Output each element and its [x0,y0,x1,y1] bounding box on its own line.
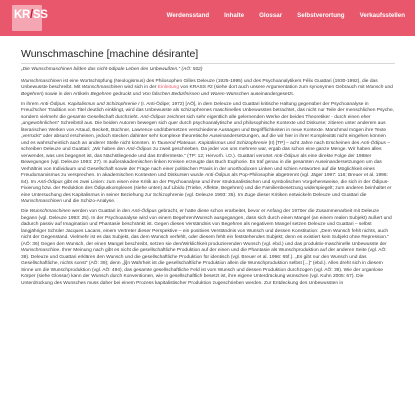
nav-item-verkaufsstellen[interactable]: Verkaufsstellen [359,12,405,19]
article-title: Wunschmaschine [machine désirante] [21,48,199,60]
nav-item-inhalte[interactable]: Inhalte [224,12,245,19]
logo-text: KR/SS [14,9,48,21]
nav-item-glossar[interactable]: Glossar [259,12,283,19]
title-divider [21,63,395,64]
paragraph-anti-oedipus: In ihrem Anti-Ödipus. Kapitalismus und Schizophrenie I (I. Anti-Ödipe; 1972) [AÖ], in dem Deleuze und Guattari kritische Haltung gegenüber der Psychoanalyse in Freud’scher Tradition von Titel deutlich einklingt, wird das Unbewusste als schizophrenes maschinelles Unbewusstes betrachtet, das nicht nur Teile der menschlichen Psyche, sondern vielmehr die gesamte Gesellschaft durchzieht. Anti-Ödipus zeichnet sich sehr eigentlich alle gelernenden Werke der beiden Theoretiker - durch einen eher „ungewöhnlichen“ Schreibstil aus. Die beiden Autoren bewegen sich quer durch psychoanalytische und philosophische Kontexte und Diskurse; zitieren unter anderem aus literarischen Werken von Artaud, Beckett, Büchner, Lawrence und/übersetzen verschiedene Aussagen und Begrifflichkeiten in neue Kontexte. Manchmal mögen ihre Texte „verrückt“ oder absurd erscheinen, jedoch stecken dahinter sehr komplexe theoretische Auseinandersetzungen, auf die wir hier in ihrer Komplexität nicht eingehen können und es wahrscheinlich auch an anderer Stelle nicht könnten. In Tausend Plateaus. Kapitalismus und Schizophrenie (II) [TP] – acht Jahre nach Erscheinen des Anti-Ödipus – schreiben Deleuze und Guattari: „Wir haben den Anti-Ödipus zu zweit geschrieben. Da jeder von uns mehrere war, ergab das schon eine ganze Menge. Wir haben alles verwendet, was uns begegnet ist, das Nächstliegende und das Entfernteste.“ (TP: 12; Hervorh. i.O.). Guattari verortet Anti-Ödipus als eine direkte Folge der 1968er Bewegungen (vgl. Deleuze 1993: 27). In außerakademischen linken Kreisen erzeugte das Buch Euphorie. Es traf genau in die gesamten Auseinandersetzungen um das Verhältnis von Individuum und Gesellschaft sowie der Frage nach einer politischen Praxis in der unorthodoxen Linken und schien Antworten auf die Möglichkeit eines Freudomarxismus zu versprechen. In akademischen Kontexten und Diskursen wurde Anti-Ödipus als Pop-Philosophie abgetrennt (vgl. Jäger 1997: 116; Breuer et al. 1996: 64). Im Anti-Ödipus gibt es zwei Linien: zum einen eine Kritik an der Psychoanalyse und ihrer strukturalistischen und symbolischen Vorgehensweise, die sich in der Ödipus-Fixierung bzw. der Reduktion des Ödipuskomplexes (siehe unten) auf Libido (Triebe, Affekte, Begehren) und die Familienbesetzung widerspiegelt; zum anderen beinhaltet er eine Untersuchung des Kapitalismus in seiner Beziehung zur Schizophrenie (vgl. Deleuze 1993: 35). Im Zuge dieser Kritiken entwickeln Deleuze und Guattari die Wunschmaschinen und die Schizo-Analyse. [21,101,394,205]
einleitung-link[interactable]: Einleitung [157,85,180,90]
top-navigation-bar [0,0,415,36]
article-content [21,48,395,291]
paragraph-intro: Wunschmaschinen ist eine Wortschöpfung (Neologismus) des Philosophen Gilles Deleuze (1925-1995) und des Psychoanalytikers Félix Guattari (1930-1992), die das Unbewusste beschreibt. Mit Wunschmaschinen wird sich in der Einleitung von KRASS #2 (siehe dort auch unsere Argumentation zum synonymen Gebrauch mit Wunsch und Begehren) sowie in den Artikeln Begehren gedruckt und Von falschen Bedürfnissen und Waren-Wünschen auseinandergesetzt. [21,78,393,97]
article-epigraph: „Die Wunschmaschinen bilden das nicht-ödipale Leben des Unbewußten.“ (AÖ: 502) [21,67,203,72]
nav-item-selbstverortung[interactable]: Selbstverortung [297,12,345,19]
krass-logo[interactable] [12,5,48,31]
nav-item-werdensstand[interactable]: Werdensstand [166,12,210,19]
main-nav [167,12,405,19]
paragraph-wunschmaschinen: Die Wunschmaschinen werden von Guattari in den Anti-Ödipus gebracht, er hatte diese schon erarbeitet, bevor er Anfang der 1970er die Zusammenarbeit mit Deleuze begann (vgl. Deleuze 1993: 25). In der Psychoanalyse wird von einem Begehren/Wunsch ausgegangen, dass sich durch einen Mangel (an einem realen Subjekt) äußert und dadurch passiv auf Imagination und Phantasie beschränkt ist. Gegen dieses Verständnis von Begehren als negativem Mangel setzen Deleuze und Guattari – selbst langjähriger Schüler Jacques Lacans, einem Vertreter dieser Perspektive – ein positives Verständnis von Wunsch und dessen Konstitution: „Dem Wunsch fehlt nichts, auch nicht der Gegenstand. Vielmehr ist es das Subjekt, das dem Wunsch verfehlt, oder diesem fehlt ein feststehendes Subjekt; denn es existiert kein Subjekt ohne Repression.“ (AÖ: 36) Gegen den Wunsch, der einen Mangel beschreibt, setzen sie den/Wirklichkeit produzierenden Wunsch (vgl. ebd.) und das produktiv-maschinelle Unbewusste der Wunschmaschine. Ihrer Meinung nach gibt es nicht die gesellschaftliche Produktion auf der einen und die Phantasie als Wunschproduktion auf der anderen Seite (vgl. AÖ: 38). Deleuze und Guattari erklären den Wunsch und die gesellschaftliche Produktion für identisch (vgl. Breuer et al. 1996: 65f.). „Es gibt nur den Wunsch und das Gesellschaftliche, nichts sonst“ (AÖ: 39); denn „[i]n Wahrheit ist die gesellschaftliche Produktion allein die Wunschproduktion selbst [...]“ (ebd.). Alles dreht sich in diesem Sinne um die Wunschproduktion (vgl. AÖ: 494), das gesamte gesellschaftliche Feld ist vom Wunsch und dessen Produktion durchzogen (vgl. AÖ: 39). Wie der organlose Körper (siehe Glossar) kann der Wunsch durch Konventionen, wie in gesellschaftlich besetzt ist, ihre eigene Unterdrückung wünschen (vgl. Kuhn 2005: 67). Die Unterdrückung des Wunsches muss daher bei einem Prozess kapitalistischer Produktion zugeschrieben werden. Zur Entdeckung des Unbewussten in [21,209,392,286]
